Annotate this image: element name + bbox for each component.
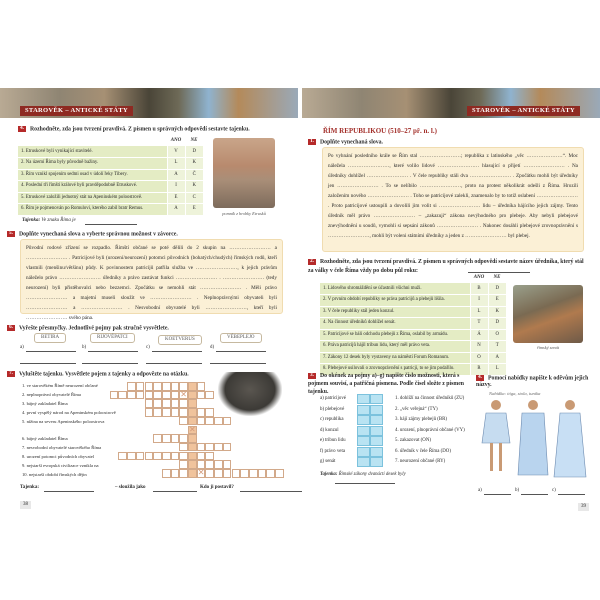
left-header-banner [0, 88, 298, 118]
crossword-cell[interactable] [214, 460, 223, 469]
answer-cell[interactable] [357, 394, 370, 404]
answer-line[interactable] [210, 363, 266, 364]
term: e) tribun lidu [320, 438, 346, 443]
chapter-label: STAROVĚK – ANTICKÉ STÁTY [20, 106, 133, 116]
crossword-cell[interactable] [258, 469, 267, 478]
exercise-title: Doplňte vynechaná slova a vyberte správnou možnost v závorce. [19, 231, 178, 238]
exercise-4-answer [22, 218, 76, 224]
toga-figure [518, 400, 548, 475]
crossword-cell[interactable] [162, 408, 171, 417]
answer-line[interactable] [82, 363, 138, 364]
yes-letter[interactable]: T [470, 318, 488, 330]
no-letter[interactable]: C [185, 192, 203, 204]
crossword-clue: 9. nejstarší evropská civilizace vznikla na [22, 463, 99, 468]
table-row [18, 192, 203, 204]
statement: 5. Etruskové založili jednotný stát na Apeninském poloostrově. [18, 192, 167, 204]
table-row [320, 341, 506, 353]
crossword-cell[interactable] [171, 469, 180, 478]
crossword-cell[interactable] [171, 399, 180, 408]
answer-line[interactable] [240, 491, 302, 492]
crossword-cell[interactable] [197, 443, 206, 452]
statement: 5. Patricijové se báli odchodu plebejů z Říma, oslabil by armádu. [320, 329, 470, 341]
answer-label: Tajenka: [320, 472, 338, 477]
answer-line[interactable] [558, 494, 585, 495]
crossword-cell[interactable] [188, 469, 197, 478]
crossword-cell[interactable] [179, 391, 188, 400]
col-no: NE [493, 275, 501, 281]
table-row [320, 329, 506, 341]
crossword-cell[interactable] [162, 391, 171, 400]
answer-line[interactable] [521, 494, 548, 495]
answer-line[interactable] [20, 363, 76, 364]
exercise-title: Pomocí nabídky napište k oděvům jejich názvy. [476, 375, 589, 389]
crossword-cell[interactable] [171, 391, 180, 400]
yes-letter[interactable]: Á [470, 329, 488, 341]
statement: 4. Poslední tři římští králové byli pravděpodobně Etruskové. [18, 181, 167, 193]
crossword-cell[interactable] [153, 408, 162, 417]
yes-letter[interactable]: I [167, 181, 185, 193]
anagram-word: RIJOVÉPATCI [90, 333, 135, 343]
statement: 3. V čele republiky stál jeden konzul. [320, 306, 470, 318]
exercise-number: 4. [476, 375, 484, 381]
yes-letter[interactable]: E [167, 192, 185, 204]
crossword-cell[interactable] [179, 417, 188, 426]
table-row [18, 169, 203, 181]
option: 6. úředník v čele Říma (DO) [395, 448, 451, 454]
crossword-clue: 5. nížina na severu Apeninského poloostrova [22, 419, 105, 424]
right-header-banner [302, 88, 600, 118]
crossword-cell[interactable] [162, 399, 171, 408]
crossword-cell[interactable] [127, 382, 136, 391]
exercise-title: Vyřešte přesmyčky. Jednotlivé pojmy pak stručně vysvětlete. [19, 325, 169, 332]
yes-letter[interactable]: A [167, 169, 185, 181]
statement: 3. Řím vznikl spojením sedmi osad v údolí řeky Tibery. [18, 169, 167, 181]
etruscan-sarcophagus-image [213, 138, 275, 208]
crossword-cell[interactable] [188, 399, 197, 408]
answer-line[interactable] [152, 351, 202, 352]
answer-cell[interactable] [357, 447, 370, 457]
table-row [18, 146, 203, 158]
crossword-cell[interactable] [205, 469, 214, 478]
crossword-cell[interactable] [145, 391, 154, 400]
option: 2. „věc veřejná“ (TY) [395, 406, 438, 412]
crossword-cell[interactable] [197, 452, 206, 461]
crossword-cell[interactable] [162, 434, 171, 443]
yes-letter[interactable]: N [470, 341, 488, 353]
crossword-cell[interactable] [275, 469, 284, 478]
answer-line[interactable] [44, 491, 94, 492]
statement: 1. Lidového shromáždění se účastnili všichni muži. [320, 283, 470, 295]
answer-cell[interactable] [370, 447, 383, 457]
crossword-cell[interactable] [223, 417, 232, 426]
crossword-cell[interactable] [179, 443, 188, 452]
yes-letter[interactable]: L [470, 306, 488, 318]
capitoline-wolf-image [218, 372, 282, 416]
answer-line[interactable] [484, 494, 511, 495]
page-number: 38 [20, 501, 31, 509]
exercise-7-answer [20, 485, 290, 491]
no-letter[interactable]: D [488, 283, 506, 295]
roman-senate-image [513, 285, 583, 343]
no-letter[interactable]: D [488, 318, 506, 330]
answer-text: Ve znaku Říma je [41, 218, 76, 223]
word-offer: Nabídka: tóga, stola, tunika [489, 391, 541, 396]
exercise-number: 6. [7, 325, 15, 331]
answer-line[interactable] [85, 224, 137, 225]
roman-clothing-figures [478, 397, 590, 481]
crossword-cell[interactable] [188, 408, 197, 417]
crossword-cell[interactable] [162, 452, 171, 461]
crossword-cell[interactable] [188, 452, 197, 461]
yes-letter[interactable]: B [470, 283, 488, 295]
crossword-cell[interactable] [197, 417, 206, 426]
crossword-cell[interactable] [240, 469, 249, 478]
answer-cell[interactable] [370, 436, 383, 446]
crossword-cell[interactable] [188, 460, 197, 469]
col-no: NE [190, 138, 198, 144]
crossword-clue: 4. první vyspělý národ na Apeninském poloostrově [22, 410, 116, 415]
crossword-cell[interactable] [171, 452, 180, 461]
option: 5. zakazovat (ON) [395, 438, 431, 443]
crossword-cell[interactable] [214, 443, 223, 452]
yes-letter[interactable]: O [470, 352, 488, 364]
option: 7. neurození občané (RY) [395, 459, 446, 464]
crossword-cell[interactable] [214, 469, 223, 478]
crossword-cell[interactable] [179, 399, 188, 408]
exercise-number: 2. [308, 259, 316, 265]
exercise-1-heading [308, 139, 383, 147]
option: 4. urození, plnoprávní občané (VY) [395, 427, 465, 433]
crossword-cell[interactable] [153, 434, 162, 443]
table-row [320, 295, 506, 307]
anagram-word: BETIRA [34, 333, 66, 343]
crossword-clue: 10. nejstarší období římských dějin [22, 472, 87, 477]
term: f) právo veta [320, 448, 345, 454]
image-caption: římský senát [536, 345, 560, 350]
image-caption: pomník z hrobky Etrusků [222, 211, 266, 216]
crossword-cell[interactable] [223, 469, 232, 478]
yes-letter[interactable]: L [167, 158, 185, 170]
exercise-number: 3. [308, 373, 316, 379]
crossword-cell[interactable] [249, 469, 258, 478]
exercise-5-heading [7, 231, 178, 239]
table-row [320, 306, 506, 318]
anagram-word: KOETVERUS [158, 335, 202, 345]
term: a) patricijové [320, 396, 346, 401]
no-letter[interactable]: E [488, 295, 506, 307]
answer-label: c) [552, 488, 556, 493]
answer-line[interactable] [216, 351, 266, 352]
exercise-4-table [18, 137, 203, 216]
crossword-cell[interactable] [127, 391, 136, 400]
crossword-cell[interactable] [162, 382, 171, 391]
answer-label: Tajenka: [22, 218, 41, 223]
crossword-cell[interactable] [223, 460, 232, 469]
crossword-cell[interactable] [118, 391, 127, 400]
yes-letter[interactable]: R [470, 364, 488, 376]
answer-cell[interactable] [370, 457, 383, 467]
term: g) senát [320, 459, 336, 464]
crossword-cell[interactable] [171, 434, 180, 443]
crossword-cell[interactable] [153, 382, 162, 391]
crossword-cell[interactable] [205, 391, 214, 400]
exercise-title: Doplňte vynechaná slova. [320, 139, 383, 146]
yes-letter[interactable]: V [167, 146, 185, 158]
crossword-cell[interactable] [110, 391, 119, 400]
answer-line[interactable] [335, 483, 395, 484]
crossword-clue: 1. ve starověkém Římě neurození občané [22, 383, 98, 388]
crossword-cell[interactable] [179, 408, 188, 417]
exercise-title: Rozhodněte, zda jsou tvrzení pravdivá. Z písmen u správných odpovědí sestavte název úředníka, který stál za války v čele Říma vždy po dobu půl roku: [308, 259, 584, 274]
page-number: 39 [578, 503, 589, 511]
crossword-cell[interactable] [232, 469, 241, 478]
exercise-title: Do okének za pojmy a)–g) napište číslo možnosti, která s pojmem souvisí, a patřičná písmena. Podle čísel složte z písmen tajenku. [308, 373, 465, 395]
crossword-cell[interactable] [145, 408, 154, 417]
crossword-cell[interactable] [188, 426, 197, 435]
crossword-cell[interactable] [145, 399, 154, 408]
crossword-cell[interactable] [136, 391, 145, 400]
statement: 6. Řím je pojmenován po Romulovi, kterého zabil bratr Remus. [18, 204, 167, 216]
answer-text: Římské zákony dvanácti desek byly [338, 472, 406, 477]
exercise-6-heading [7, 325, 169, 333]
crossword-cell[interactable] [205, 417, 214, 426]
table-row [18, 158, 203, 170]
crossword-cell[interactable] [223, 443, 232, 452]
answer-cell[interactable] [370, 426, 383, 436]
statement: 6. Práva patricijů hájil tribun lidu, který měl právo veta. [320, 341, 470, 353]
table-row [18, 181, 203, 193]
no-letter[interactable]: K [185, 158, 203, 170]
answer-question: Kdo ji postavil? [200, 485, 234, 490]
crossword-cell[interactable] [205, 408, 214, 417]
no-letter[interactable]: K [185, 181, 203, 193]
answer-label: a) [478, 488, 482, 493]
answer-line[interactable] [26, 351, 76, 352]
crossword-cell[interactable] [205, 452, 214, 461]
answer-line[interactable] [146, 363, 202, 364]
exercise-4-heading [476, 375, 591, 389]
crossword-cell[interactable] [188, 382, 197, 391]
crossword-cell[interactable] [145, 452, 154, 461]
exercise-number: 5. [7, 231, 15, 237]
answer-cell[interactable] [370, 394, 383, 404]
crossword-cell[interactable] [266, 469, 275, 478]
crossword-cell[interactable] [214, 417, 223, 426]
crossword-cell[interactable] [197, 469, 206, 478]
answer-label: b) [82, 345, 87, 350]
exercise-3-heading [308, 372, 478, 396]
crossword-cell[interactable] [153, 452, 162, 461]
crossword-cell[interactable] [136, 452, 145, 461]
crossword-cell[interactable] [188, 434, 197, 443]
exercise-title: Vyluštěte tajenku. Vysvětlete pojem z tajenky a odpovězte na otázku. [19, 371, 189, 378]
exercise-number: 4. [18, 126, 26, 132]
option: 1. dohlíží na činnost úředníků (ZU) [395, 396, 465, 401]
answer-line[interactable] [153, 491, 197, 492]
option: 3. hájí zájmy plebejů (BR) [395, 417, 448, 422]
no-letter[interactable]: O [488, 329, 506, 341]
answer-cell[interactable] [357, 426, 370, 436]
statement: 8. Plebejové usilovali o zrovnoprávnění s patricji, to se jim podařilo. [320, 364, 470, 376]
crossword-cell[interactable] [162, 469, 171, 478]
section-title: ŘÍM REPUBLIKOU (510–27 př. n. l.) [323, 127, 437, 135]
statement: 2. V prvním období republiky se práva patricijů a plebejů lišila. [320, 295, 470, 307]
answer-cell[interactable] [357, 457, 370, 467]
answer-middle-text: – sloužila jako [115, 485, 146, 490]
col-yes: ANO [473, 275, 485, 281]
crossword-cell[interactable] [145, 382, 154, 391]
no-letter[interactable]: E [185, 204, 203, 216]
crossword-cell[interactable] [188, 443, 197, 452]
exercise-4-heading [18, 126, 250, 134]
col-yes: ANO [170, 138, 182, 144]
no-letter[interactable]: K [488, 306, 506, 318]
term: b) plebejové [320, 406, 345, 412]
exercise-3-answer [320, 472, 420, 478]
no-letter[interactable]: A [488, 352, 506, 364]
crossword-cell[interactable] [197, 382, 206, 391]
crossword-cell[interactable] [197, 391, 206, 400]
exercise-7-heading [7, 371, 189, 379]
term: c) republika [320, 417, 344, 422]
answer-label: Tajenka: [20, 485, 39, 490]
crossword-clue: 8. urození potomci původních obyvatel [22, 454, 95, 459]
crossword-cell[interactable] [205, 443, 214, 452]
crossword-clue: 6. bájný zakladatel Říma [22, 436, 68, 441]
crossword-cell[interactable] [153, 391, 162, 400]
table-row [320, 352, 506, 364]
exercise-1-text: Po vyhnání posledního krále se Řím stal ……………………; republika z latinského „věc …………………“. Moc náležela ……………………, které volilo lidové …………………… hlasující o přijetí …………………… . Na úředníky dohlížel …………………… . V čele republiky stáli dva …………………… . Zpočátku mohli být úředníky jen …………………… . To se nelíbilo ……………………, proto na protest několikrát odešli z Říma. Hrozili založením nového …………………… . Toho se patricijové zalekli, znamenalo by to totiž oslabení …………………… . Proto patricijové ustoupili a dovolili jim volit si …………………… lidu – úředníka hájícího jejich zájmy. Tento úředník měl právo …………………… – „zakazuji“ zákona nevýhodného pro plebeje. Aby nebyli plebejové znevýhodnění u soudů, vymohli si sepsání zákonů …………………… . Nakonec dosáhli plebejové zrovnoprávnění s ……………………, mohli být voleni státními úředníky a jeden z …………………… byl plebej. [322, 147, 584, 252]
crossword-cell[interactable] [179, 469, 188, 478]
crossword-cell[interactable] [179, 434, 188, 443]
answer-label: b) [515, 488, 520, 493]
answer-label: d) [210, 345, 215, 350]
crossword-cell[interactable] [171, 382, 180, 391]
crossword-cell[interactable] [171, 408, 180, 417]
answer-cell[interactable] [357, 436, 370, 446]
no-letter[interactable]: D [185, 146, 203, 158]
crossword-clue: 7. nesvobodní obyvatelé starověkého Říma [22, 445, 102, 450]
answer-cell[interactable] [370, 415, 383, 425]
tunic-figure [482, 400, 510, 471]
no-letter[interactable]: L [488, 364, 506, 376]
crossword-cell[interactable] [197, 408, 206, 417]
exercise-number: 1. [308, 139, 316, 145]
exercise-2-table [320, 274, 506, 376]
answer-line[interactable] [468, 272, 530, 273]
table-row [320, 318, 506, 330]
exercise-number: 7. [7, 371, 15, 377]
stola-figure [554, 400, 586, 477]
table-row [320, 283, 506, 295]
statement: 4. Na činnost úředníků dohlížel senát. [320, 318, 470, 330]
crossword-clue: 3. bájný zakladatel Říma [22, 401, 68, 406]
crossword-cell[interactable] [188, 391, 197, 400]
table-row [18, 204, 203, 216]
yes-letter[interactable]: I [470, 295, 488, 307]
crossword-cell[interactable] [179, 460, 188, 469]
crossword-cell[interactable] [118, 452, 127, 461]
statement: 1. Etruskové byli vynikající stavitelé. [18, 146, 167, 158]
answer-cell[interactable] [357, 405, 370, 415]
chapter-label: STAROVĚK – ANTICKÉ STÁTY [467, 106, 580, 116]
crossword-cell[interactable] [205, 460, 214, 469]
crossword-cell[interactable] [153, 399, 162, 408]
no-letter[interactable]: Č [185, 169, 203, 181]
answer-cell[interactable] [370, 405, 383, 415]
crossword-clue: 2. neplnoprávní obyvatelé Říma [22, 392, 81, 397]
exercise-title: Rozhodněte, zda jsou tvrzení pravdivá. Z písmen u správných odpovědí sestavte tajenku. [30, 126, 250, 133]
term: d) konzul [320, 427, 339, 433]
exercise-5-text: Původní rodové zřízení se rozpadlo. Římští občané se poté dělili do 2 skupin na …………………… a …………………… . Patricijové byli (urození/neurození) potomci původních (bohatých/chudých) římských rodů, kteří vlastnili (menšinu/většinu) půdy. K povinnostem patricijů patřila služba ve ……………………, k jejich právům náleželo právo …………………… úředníky a právo zastávat funkci …………………… . …………………… (tedy neurození) byli přistěhovalci nebo bezzemci. Zpočátku se nemohli stát …………………… . Měli právo …………………… a majetní museli sloužit ve …………………… . Neplnoprávnými obyvateli byli …………………… a …………………… . Nesvobodní obyvatelé byli ……………………, kteří byli …………………… svého pána. [20, 239, 283, 314]
statement: 7. Zákony 12 desek byly vystaveny na náměstí Forum Romanum. [320, 352, 470, 364]
crossword-cell[interactable] [179, 452, 188, 461]
answer-label: a) [20, 345, 24, 350]
no-letter[interactable]: T [488, 341, 506, 353]
answer-line[interactable] [88, 351, 138, 352]
crossword-cell[interactable] [127, 452, 136, 461]
crossword-cell[interactable] [136, 382, 145, 391]
answer-cell[interactable] [357, 415, 370, 425]
statement: 2. Na území Říma byly původně bažiny. [18, 158, 167, 170]
anagram-word: VÉBEPLEJO [220, 333, 262, 343]
yes-letter[interactable]: A [167, 204, 185, 216]
answer-label: c) [146, 345, 150, 350]
